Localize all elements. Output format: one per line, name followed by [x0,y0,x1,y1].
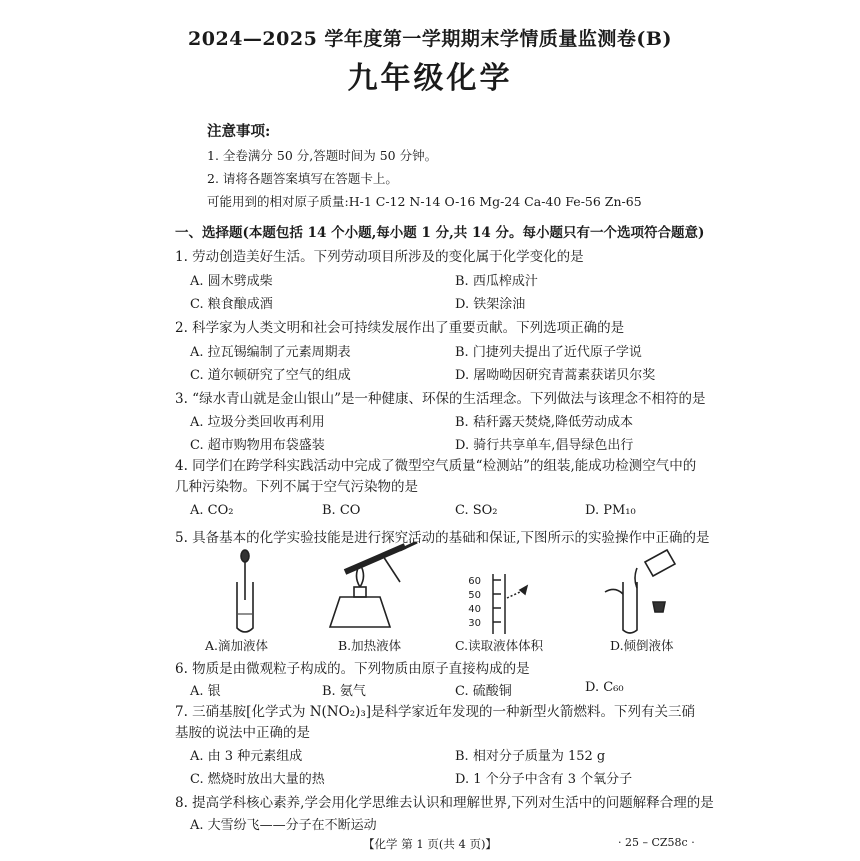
notes-heading: 注意事项: [207,123,271,140]
answer-option[interactable]: C. 硫酸铜 [455,684,512,699]
answer-option[interactable]: D. 屠呦呦因研究青蒿素获诺贝尔奖 [455,368,656,383]
lab-operations-figure [175,542,695,636]
answer-option[interactable]: C. 燃烧时放出大量的热 [190,772,325,787]
answer-option[interactable]: B. CO [322,503,361,518]
answer-option[interactable]: C. 道尔顿研究了空气的组成 [190,368,351,383]
answer-option[interactable]: D. C₆₀ [585,680,624,695]
question-stem: 2. 科学家为人类文明和社会可持续发展作出了重要贡献。下列选项正确的是 [175,320,625,336]
question-stem: 8. 提高学科核心素养,学会用化学思维去认识和理解世界,下列对生活中的问题解释合理的是 [175,795,714,811]
figure-caption[interactable]: B.加热液体 [338,638,402,653]
exam-title: 2024—2025 学年度第一学期期末学情质量监测卷(B) [188,28,672,50]
figure-caption[interactable]: A.滴加液体 [205,638,269,653]
answer-option[interactable]: B. 西瓜榨成汁 [455,274,538,289]
answer-option[interactable]: B. 氨气 [322,684,366,699]
question-stem: 6. 物质是由微观粒子构成的。下列物质由原子直接构成的是 [175,661,530,677]
question-stem: 4. 同学们在跨学科实践活动中完成了微型空气质量“检测站”的组装,能成功检测空气中的几种污染物。下列不属于空气污染物的是 [175,458,697,495]
answer-option[interactable]: B. 秸秆露天焚烧,降低劳动成本 [455,415,633,430]
answer-option[interactable]: A. 大雪纷飞——分子在不断运动 [190,818,377,833]
answer-option[interactable]: D. 骑行共享单车,倡导绿色出行 [455,438,634,453]
question-stem: 3. “绿水青山就是金山银山”是一种健康、环保的生活理念。下列做法与该理念不相符的是 [175,391,706,407]
exam-code: · 25 – CZ58c · [618,836,695,849]
answer-option[interactable]: A. 垃圾分类回收再利用 [190,415,325,430]
notes-block [207,120,642,215]
figure-caption[interactable]: C.读取液体体积 [455,638,544,653]
dropper-diagram [237,550,253,632]
answer-option[interactable]: A. 圆木劈成柴 [190,274,273,289]
figure-caption[interactable]: D.倾倒液体 [610,638,674,653]
answer-option[interactable]: B. 相对分子质量为 152 g [455,749,606,764]
scale-tick-label: 40 [468,604,481,615]
question-stem: 7. 三硝基胺[化学式为 N(NO₂)₃]是科学家近年发现的一种新型火箭燃料。下列有关三硝基胺的说法中正确的是 [175,704,696,741]
pouring-liquid-diagram [605,550,675,633]
alcohol-lamp-diagram [330,542,417,627]
page-footer: 【化学 第 1 页(共 4 页)】 [363,837,497,851]
answer-option[interactable]: A. 由 3 种元素组成 [190,749,303,764]
answer-option[interactable]: D. 1 个分子中含有 3 个氧分子 [455,772,633,787]
notes-line: 1. 全卷满分 50 分,答题时间为 50 分钟。 [207,148,438,163]
question-stem: 5. 具备基本的化学实验技能是进行探究活动的基础和保证,下图所示的实验操作中正确的是 [175,530,710,546]
scale-tick-label: 50 [468,590,481,601]
answer-option[interactable]: D. PM₁₀ [585,503,636,518]
answer-option[interactable]: C. 粮食酿成酒 [190,297,273,312]
section-title: 一、选择题(本题包括 14 个小题,每小题 1 分,共 14 分。每小题只有一个选项符合题意) [175,225,705,241]
answer-option[interactable]: C. 超市购物用布袋盛装 [190,438,325,453]
answer-option[interactable]: A. 银 [190,684,221,699]
answer-option[interactable]: B. 门捷列夫提出了近代原子学说 [455,345,642,360]
answer-option[interactable]: A. CO₂ [190,503,234,518]
question-stem: 1. 劳动创造美好生活。下列劳动项目所涉及的变化属于化学变化的是 [175,249,584,265]
graduated-cylinder-diagram [493,574,527,634]
notes-line: 2. 请将各题答案填写在答题卡上。 [207,171,398,186]
answer-option[interactable]: D. 铁架涂油 [455,297,526,312]
scale-tick-label: 30 [468,618,481,629]
answer-option[interactable]: C. SO₂ [455,503,498,518]
answer-option[interactable]: A. 拉瓦锡编制了元素周期表 [190,345,351,360]
notes-line: 可能用到的相对原子质量:H-1 C-12 N-14 O-16 Mg-24 Ca-40 Fe-56 Zn-65 [207,194,642,209]
scale-tick-label: 60 [468,576,481,587]
subject-title: 九年级化学 [347,61,513,96]
